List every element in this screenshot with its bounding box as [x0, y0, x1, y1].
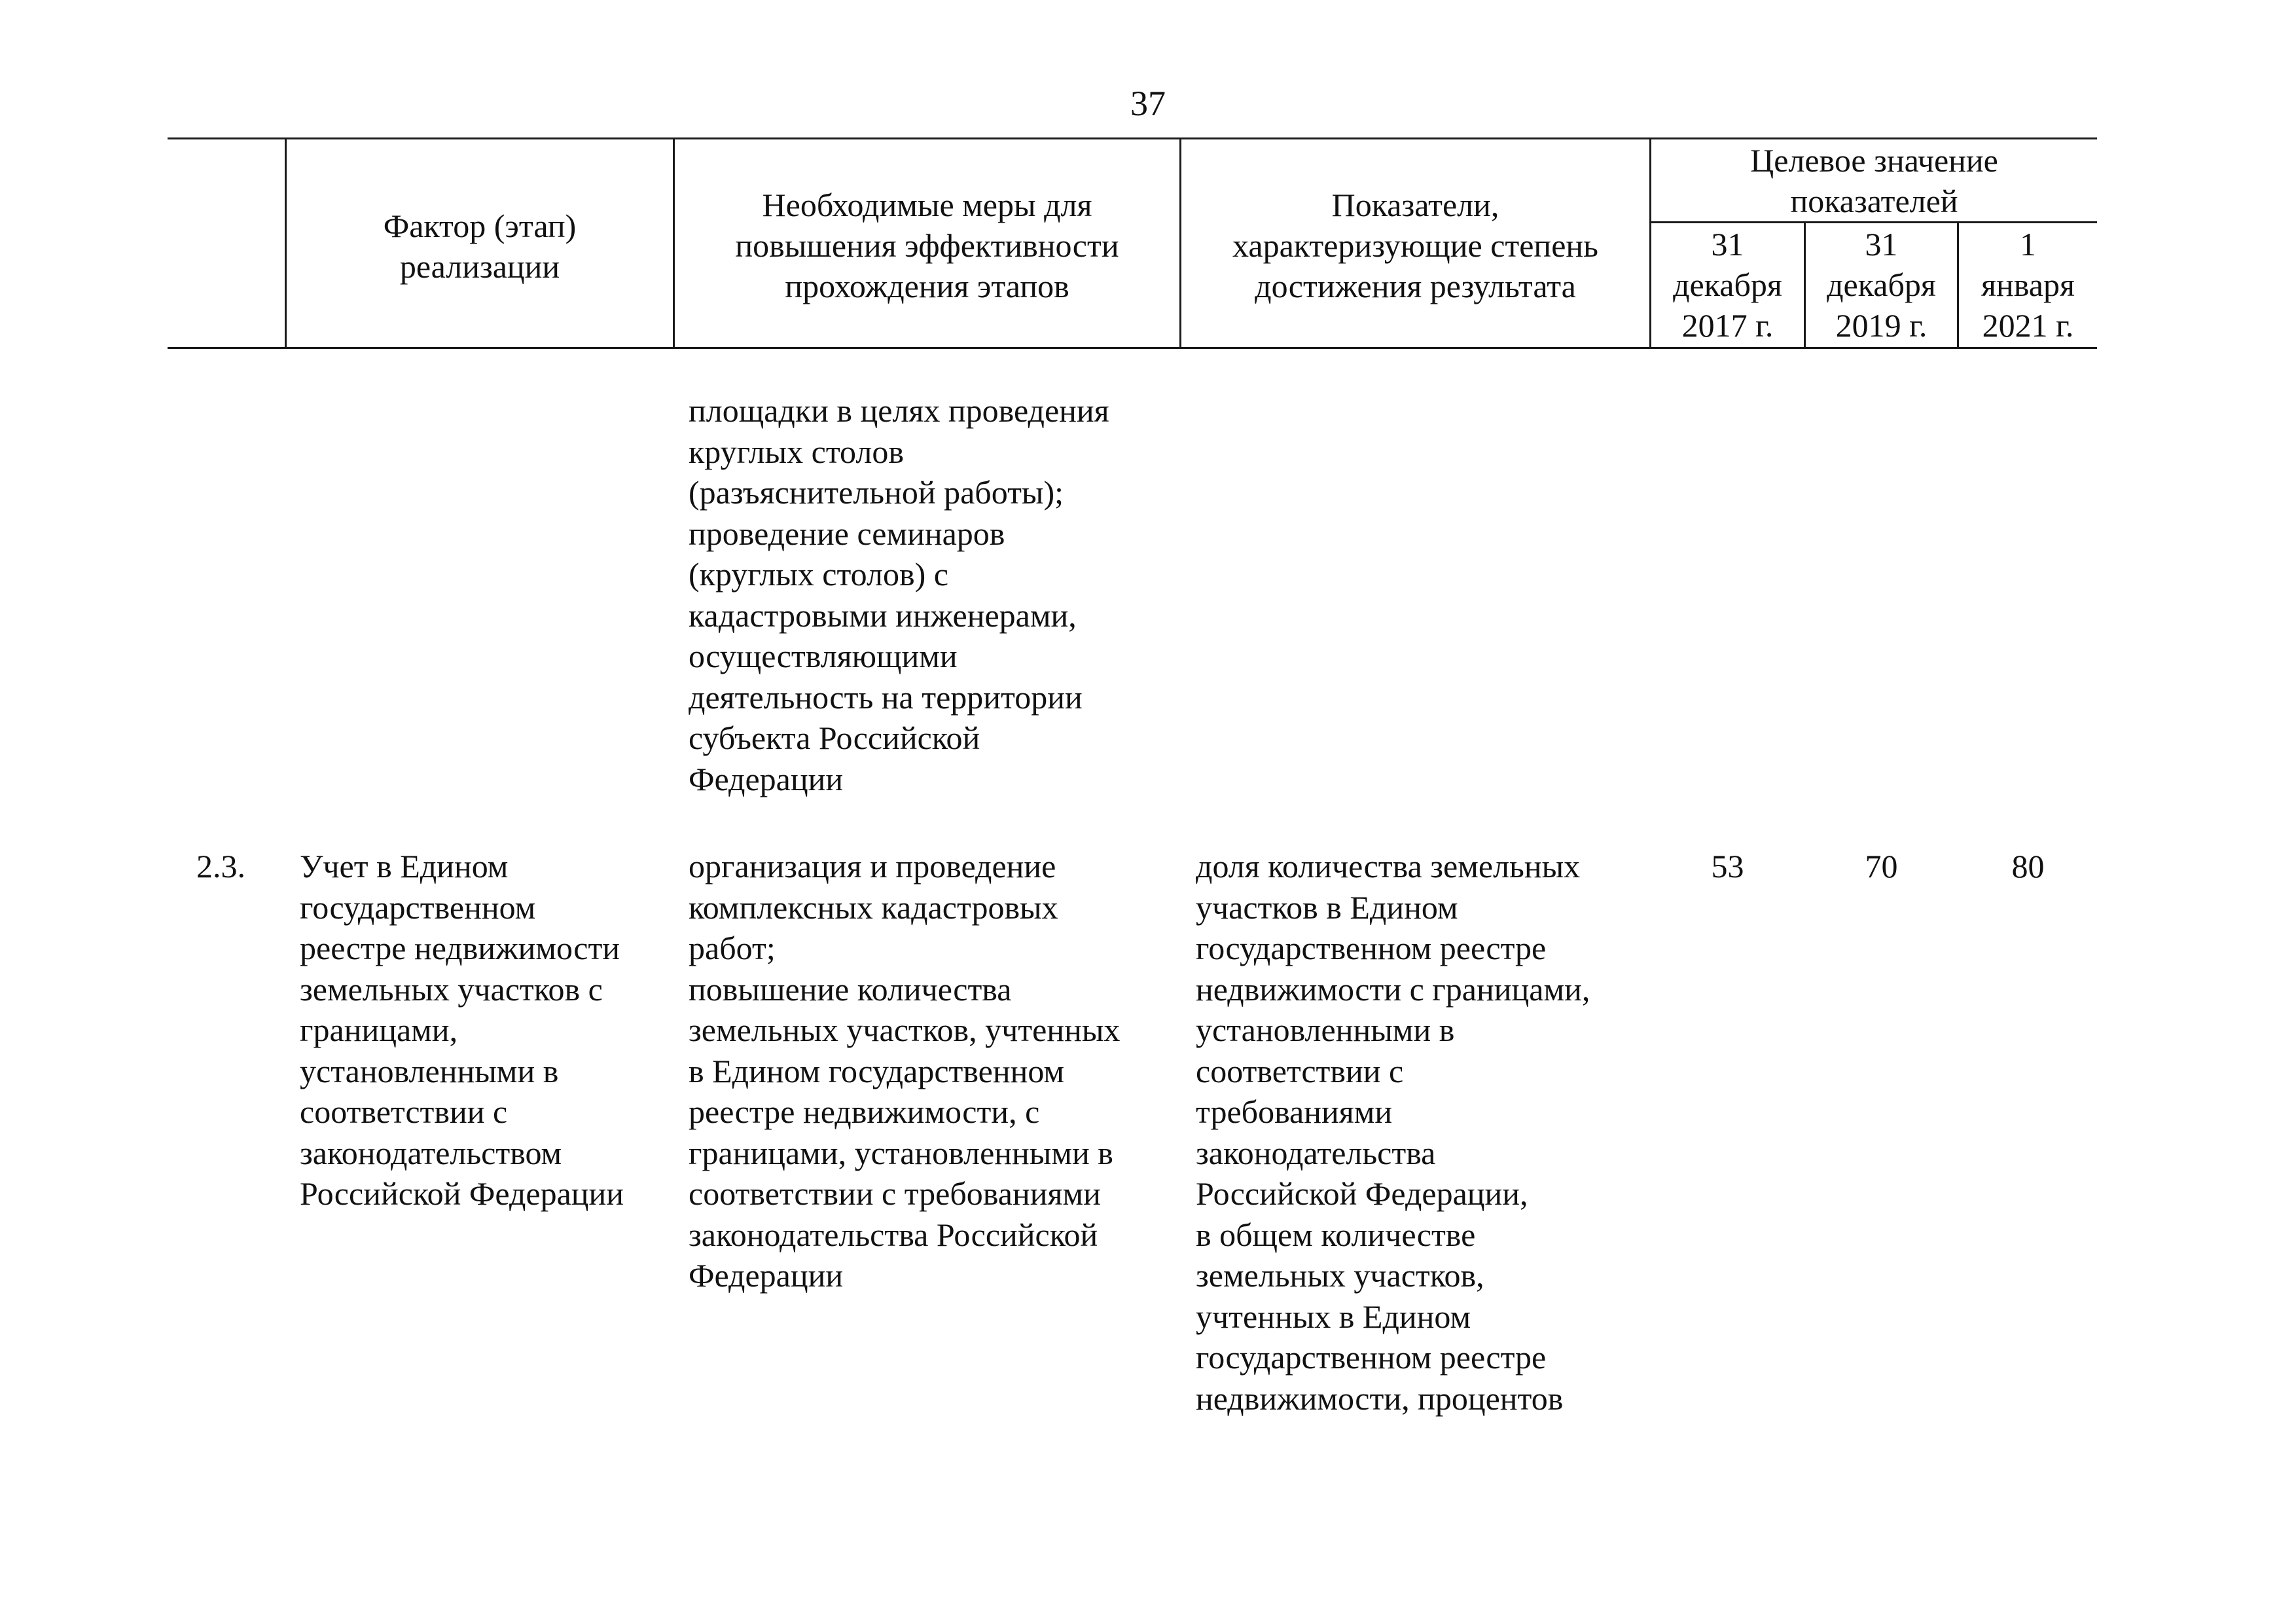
value-2019: 70 — [1865, 848, 1898, 884]
continuation-measures: площадки в целях проведения круглых столов (разъяснительной работы); проведение семинаров (круглых столов) с кадастровыми инженерами, осуществляющими деятельность на территории субъекта Российской Федерации — [689, 392, 1109, 797]
header-indicators: Показатели, характеризующие степень достижения результата — [1232, 187, 1598, 304]
row-factor: Учет в Едином государственном реестре недвижимости земельных участков с границами, установленными в соответствии с законодательством Российской Федерации — [300, 848, 624, 1212]
header-measures: Необходимые меры для повышения эффективности прохождения этапов — [735, 187, 1119, 304]
header-factor: Фактор (этап) реализации — [383, 208, 577, 285]
header-date-2019: 31 декабря 2019 г. — [1827, 226, 1936, 344]
value-2021: 80 — [2011, 848, 2045, 884]
header-target: Целевое значение показателей — [1750, 142, 1998, 219]
header-date-2017: 31 декабря 2017 г. — [1673, 226, 1782, 344]
header-bottom-border — [168, 347, 2097, 349]
row-number: 2.3. — [196, 848, 245, 884]
value-2017: 53 — [1711, 848, 1744, 884]
header-date-2021: 1 января 2021 г. — [1981, 226, 2075, 344]
row-indicator: доля количества земельных участков в Едином государственном реестре недвижимости с границами, установленными в соответствии с требованиями законодательства Российской Федерации, в общем количестве земельных участков, учтенных в Едином государственном реестре недвижимости, процентов — [1196, 848, 1590, 1417]
page-number: 37 — [1130, 84, 1166, 123]
row-measures: организация и проведение комплексных кадастровых работ; повышение количества земельных участков, учтенных в Едином государственном реестре недвижимости, с границами, установленными в соответствии с требованиями законодательства Российской Федерации — [689, 848, 1121, 1294]
header-top-border — [168, 137, 2097, 139]
target-divider — [1649, 221, 2097, 223]
